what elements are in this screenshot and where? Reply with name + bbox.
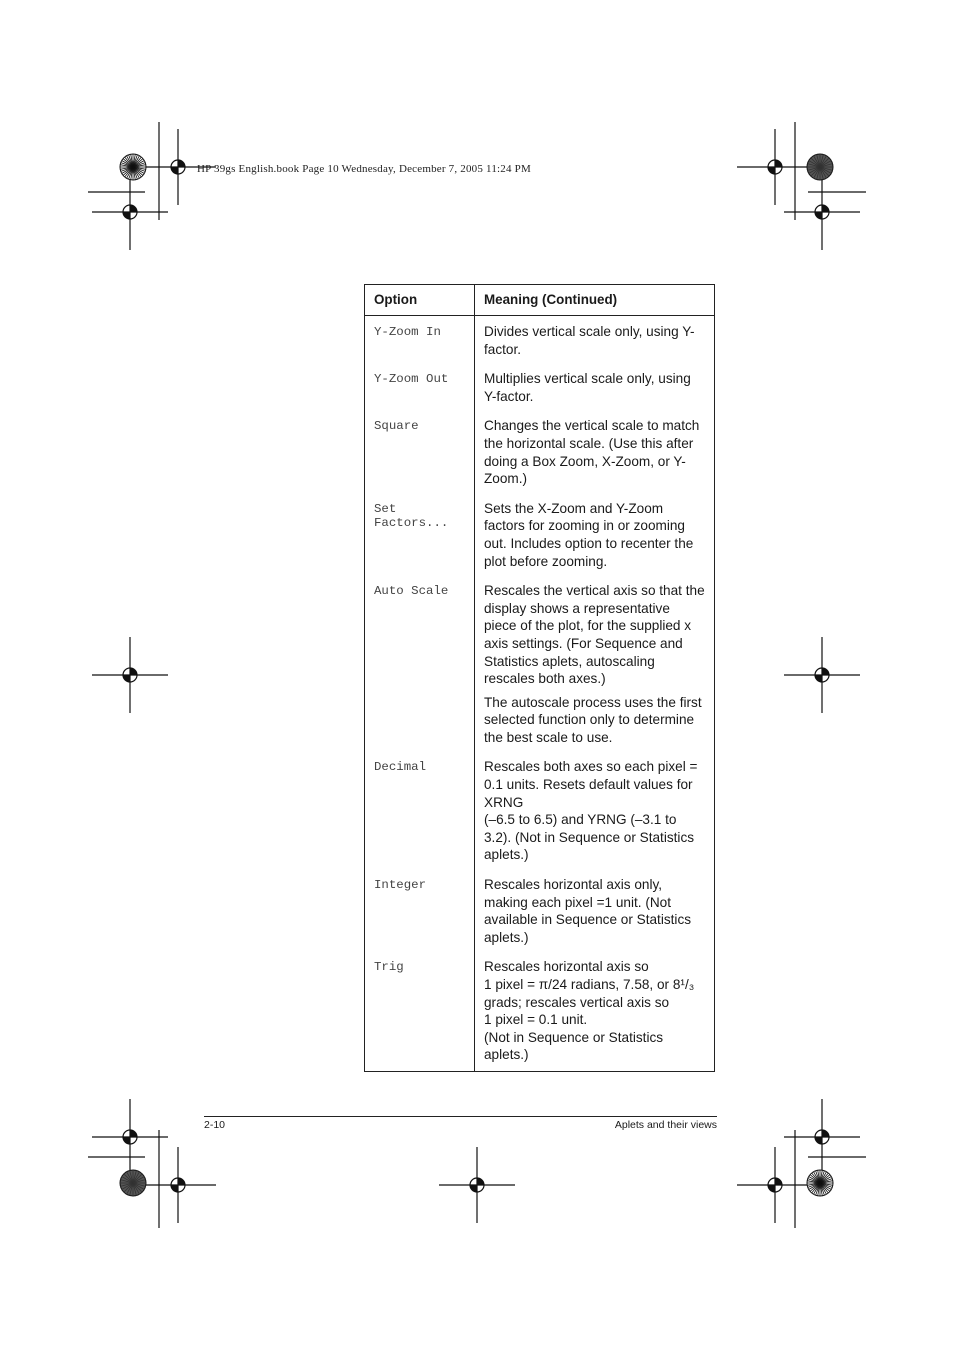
meaning-line: Rescales both axes so each pixel = 0.1 units. Resets default values for XRNG [484,759,698,810]
registration-crosshair [737,129,813,205]
registration-starburst [120,1170,146,1196]
table-row [365,876,715,958]
registration-crosshair [92,1099,168,1175]
registration-crosshair [140,129,216,205]
meaning-line: (–6.5 to 6.5) and YRNG (–3.1 to 3.2). (Not in Sequence or Statistics aplets.) [484,812,695,863]
meaning-paragraph: Multiplies vertical scale only, using Y-factor. [484,371,691,404]
table-row [365,582,715,758]
registration-starburst [807,154,833,180]
option-meaning [475,316,715,371]
meaning-paragraph: The autoscale process uses the first selected function only to determine the best scale to use. [484,694,702,745]
page-number: 2-10 [204,1119,226,1131]
table-row [365,370,715,417]
option-meaning [475,958,715,1071]
header-meaning: Meaning (Continued) [475,285,715,316]
registration-crosshair [439,1147,515,1223]
table-row [365,316,715,371]
option-meaning [475,370,715,417]
zoom-options-table [364,284,715,1072]
registration-crosshair [784,637,860,713]
registration-crosshair [92,637,168,713]
meaning-line: (Not in Sequence or Statistics aplets.) [484,1029,664,1063]
option-name: Trig [365,958,475,1071]
footer-rule [204,1116,717,1117]
meaning-paragraph: Rescales horizontal axis only, making each pixel =1 unit. (Not available in Sequence or Statistics aplets.) [484,877,692,945]
print-slug: HP 39gs English.book Page 10 Wednesday, December 7, 2005 11:24 PM [197,163,531,175]
table-row [365,500,715,582]
option-meaning [475,417,715,499]
option-name: Y-Zoom In [365,316,475,371]
meaning-paragraph: Changes the vertical scale to match the horizontal scale. (Use this after doing a Box Zoom, X-Zoom, or Y-Zoom.) [484,418,700,487]
option-meaning [475,758,715,876]
registration-crosshair [140,1147,216,1223]
meaning-paragraph: Rescales the vertical axis so that the display shows a representative piece of the plot, for the supplied x axis settings. (For Sequence and Statistics aplets, autoscaling rescales both axes.) [484,583,705,687]
header-option: Option [365,285,475,316]
registration-crosshair [92,174,168,250]
table-row [365,758,715,876]
table-row [365,417,715,499]
option-name: Decimal [365,758,475,876]
option-name: Integer [365,876,475,958]
meaning-line: Rescales horizontal axis so [484,959,649,975]
registration-starburst [807,1170,833,1196]
option-meaning [475,876,715,958]
option-name: Y-Zoom Out [365,370,475,417]
meaning-line: 1 pixel = π/24 radians, 7.58, or 8¹/₃ grads; rescales vertical axis so [484,977,695,1010]
meaning-line: 1 pixel = 0.1 unit. [484,1012,588,1028]
meaning-paragraph: Divides vertical scale only, using Y-factor. [484,324,695,357]
option-name: Set Factors... [365,500,475,582]
running-footer: Aplets and their views [614,1119,717,1131]
option-name: Square [365,417,475,499]
option-name: Auto Scale [365,582,475,758]
table-row [365,958,715,1071]
option-meaning [475,500,715,582]
registration-crosshair [737,1147,813,1223]
meaning-paragraph: Sets the X-Zoom and Y-Zoom factors for zooming in or zooming out. Includes option to recenter the plot before zooming. [484,500,694,569]
registration-starburst [120,154,146,180]
option-meaning [475,582,715,758]
table-header-row [365,285,715,316]
